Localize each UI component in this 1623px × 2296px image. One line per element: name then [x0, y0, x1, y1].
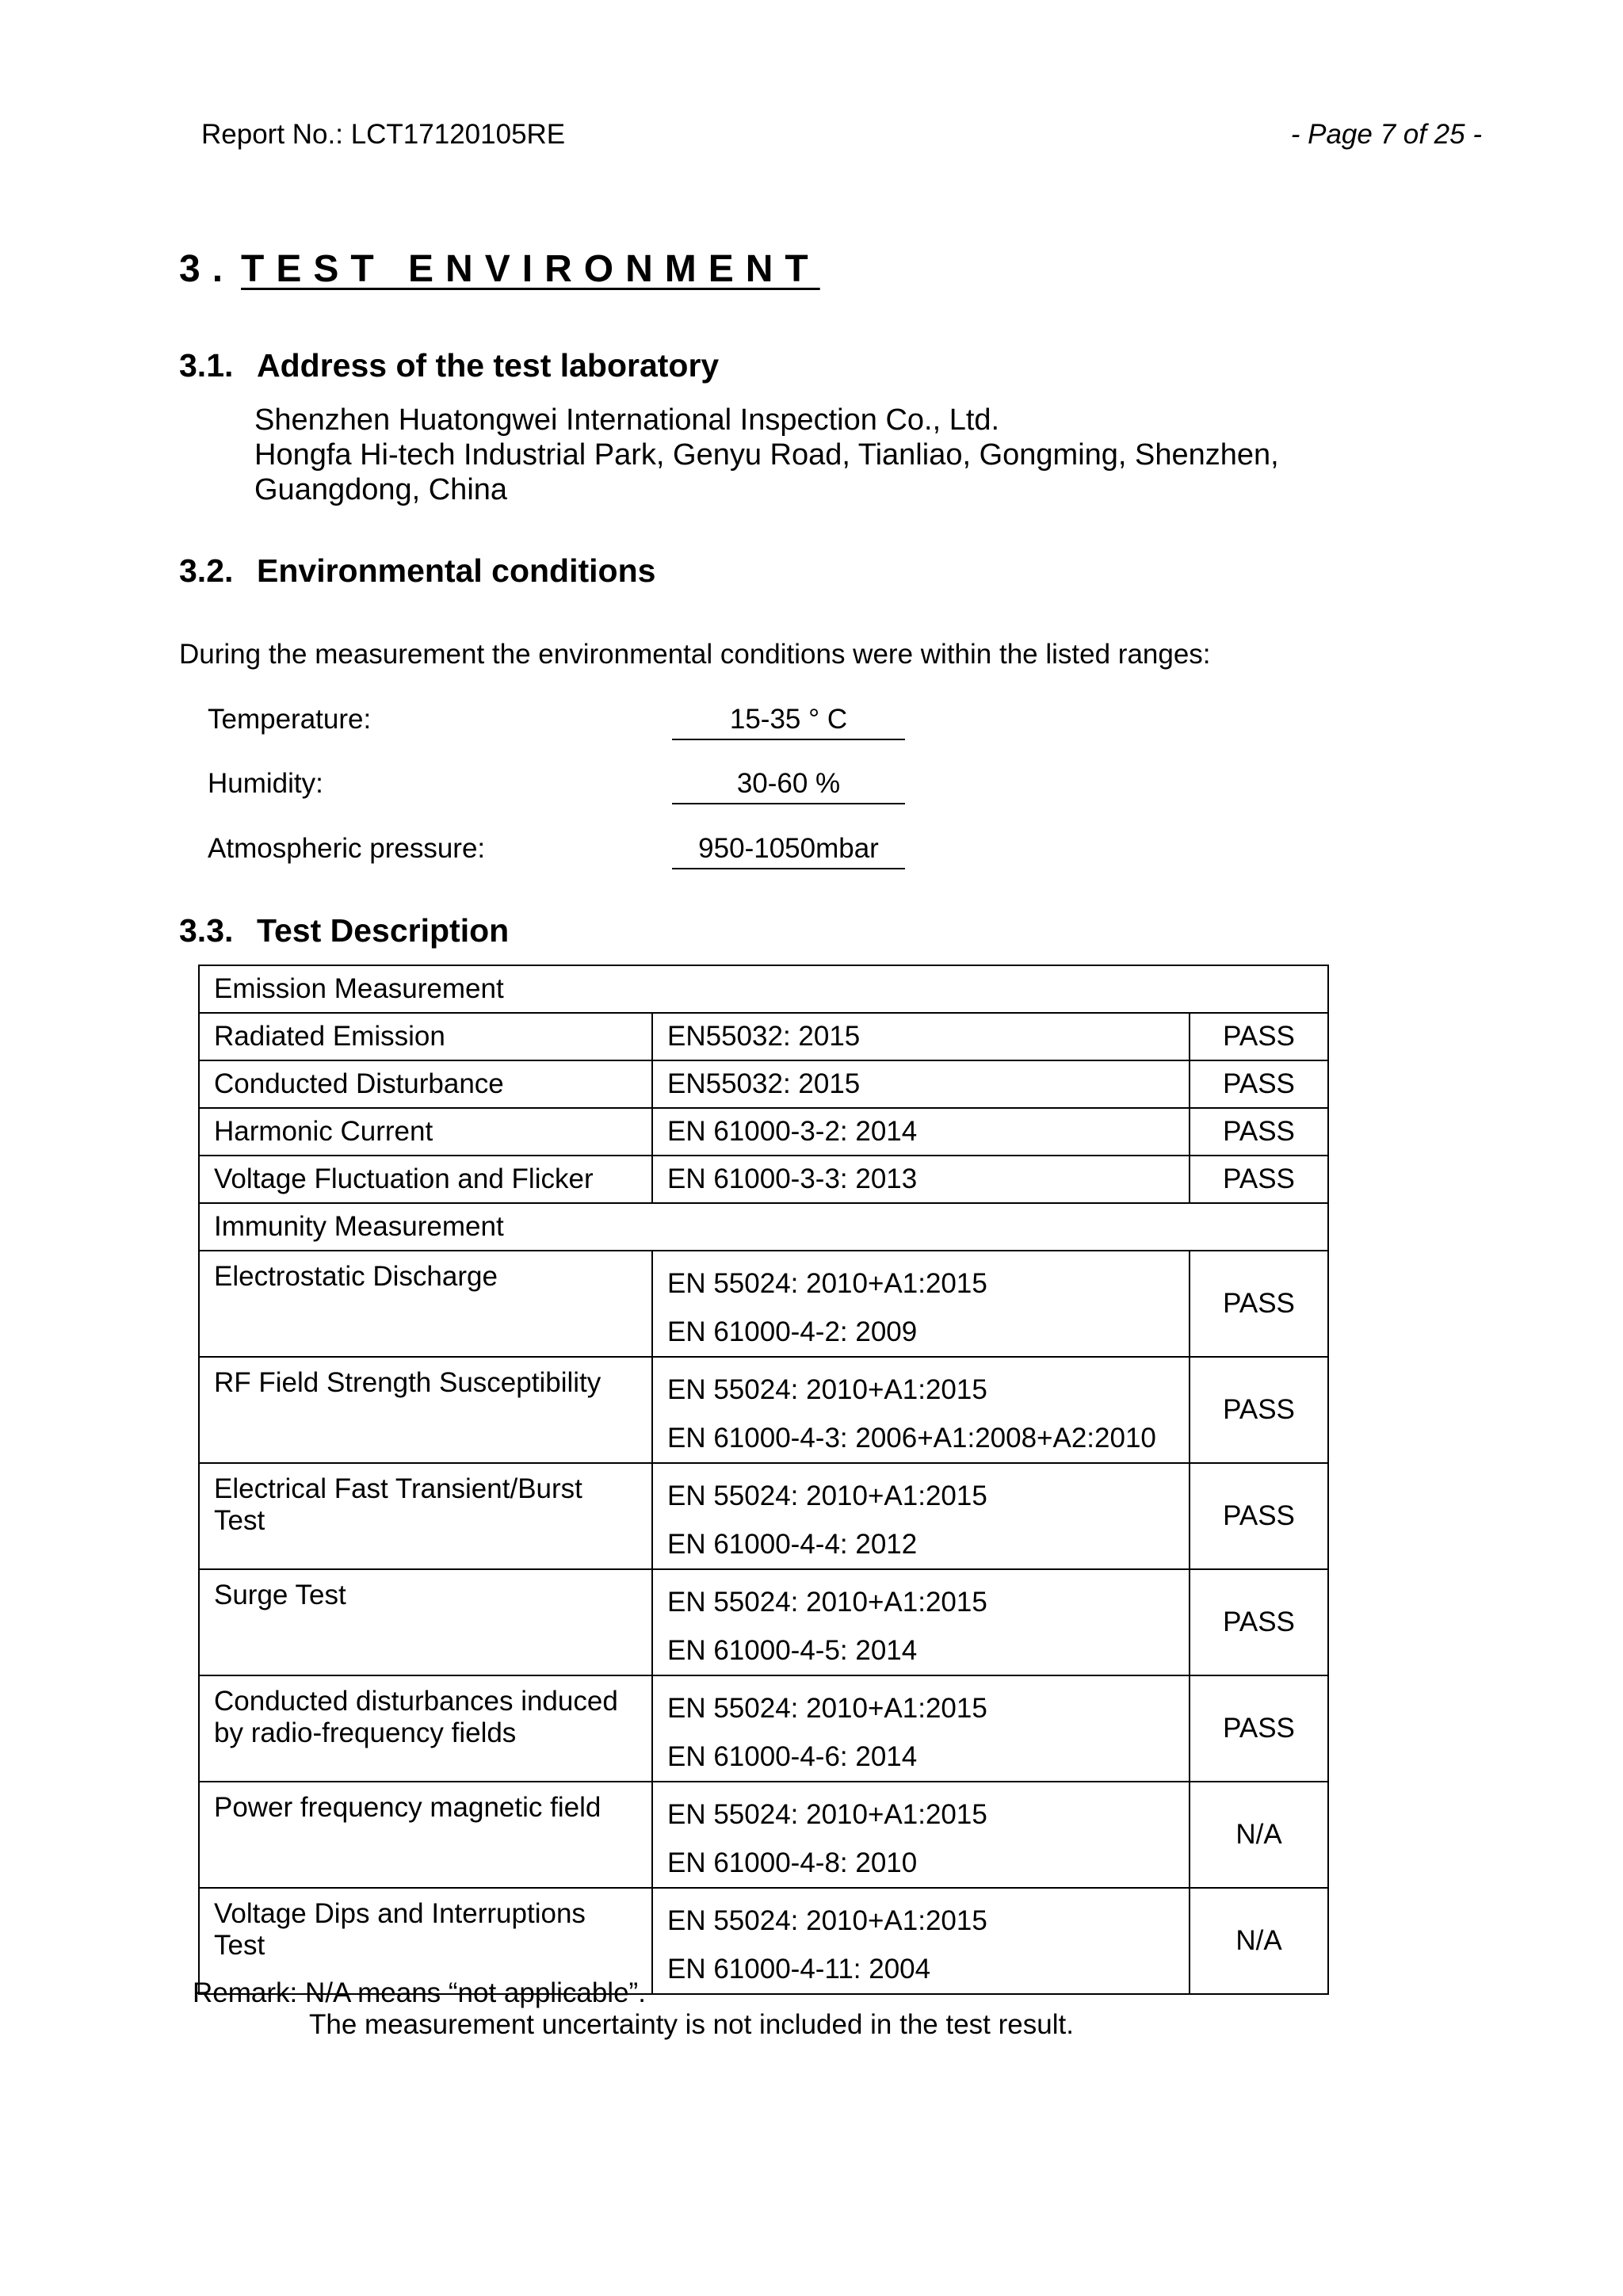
- address-line: Hongfa Hi-tech Industrial Park, Genyu Road, Tianliao, Gongming, Shenzhen,: [254, 438, 1279, 472]
- test-standard: [652, 1463, 1190, 1569]
- test-result: N/A: [1190, 1782, 1328, 1888]
- standard-line: EN 55024: 2010+A1:2015: [667, 1480, 987, 1511]
- section-title: Test Description: [257, 912, 510, 949]
- standard-line: EN 61000-4-4: 2012: [667, 1529, 918, 1560]
- test-result: PASS: [1190, 1156, 1328, 1203]
- test-name-line: Electrical Fast Transient/Burst: [214, 1473, 582, 1504]
- table-row: [199, 1060, 1328, 1108]
- test-standard: [652, 1888, 1190, 1994]
- test-result: PASS: [1190, 1675, 1328, 1782]
- table-row: [199, 1251, 1328, 1357]
- humidity-label: Humidity:: [208, 768, 323, 799]
- immunity-header: Immunity Measurement: [199, 1203, 1328, 1251]
- test-name-line: Electrostatic Discharge: [214, 1261, 498, 1292]
- test-name: Voltage Fluctuation and Flicker: [199, 1156, 652, 1203]
- temperature-value: 15-35 ° C: [672, 704, 905, 740]
- test-name: [199, 1357, 652, 1463]
- test-name: Conducted Disturbance: [199, 1060, 652, 1108]
- test-standard: [652, 1357, 1190, 1463]
- test-standard: [652, 1675, 1190, 1782]
- table-row: [199, 1156, 1328, 1203]
- section-3-3-heading: [179, 912, 509, 949]
- section-title: Environmental conditions: [257, 552, 656, 589]
- remark-line-2: The measurement uncertainty is not included in the test result.: [309, 2009, 1074, 2040]
- test-name-line: Test: [214, 1930, 265, 1961]
- test-description-table: [198, 965, 1329, 1995]
- page-number: - Page 7 of 25 -: [1290, 119, 1482, 150]
- test-name-line: Power frequency magnetic field: [214, 1792, 601, 1823]
- test-name-line: Surge Test: [214, 1580, 346, 1610]
- section-number: 3.3.: [179, 912, 234, 949]
- test-name: [199, 1782, 652, 1888]
- standard-line: EN 55024: 2010+A1:2015: [667, 1693, 987, 1724]
- table-row: [199, 1108, 1328, 1156]
- pressure-value: 950-1050mbar: [672, 833, 905, 869]
- test-name-line: Conducted disturbances induced: [214, 1686, 618, 1717]
- conditions-intro: During the measurement the environmental conditions were within the listed ranges:: [179, 639, 1211, 670]
- test-name: Radiated Emission: [199, 1013, 652, 1060]
- test-result: PASS: [1190, 1013, 1328, 1060]
- test-standard: EN 61000-3-2: 2014: [652, 1108, 1190, 1156]
- standard-line: EN 61000-4-8: 2010: [667, 1847, 918, 1878]
- temperature-label: Temperature:: [208, 704, 372, 735]
- section-title: Address of the test laboratory: [257, 347, 720, 384]
- emission-header: Emission Measurement: [199, 965, 1328, 1013]
- standard-line: EN 55024: 2010+A1:2015: [667, 1905, 987, 1936]
- section-number: 3.2.: [179, 552, 234, 589]
- section-3-2-heading: [179, 552, 655, 590]
- chapter-number: 3.: [179, 248, 235, 290]
- pressure-label: Atmospheric pressure:: [208, 833, 486, 864]
- test-standard: [652, 1569, 1190, 1675]
- standard-line: EN 55024: 2010+A1:2015: [667, 1799, 987, 1830]
- test-name-line: Test: [214, 1505, 265, 1536]
- test-result: PASS: [1190, 1569, 1328, 1675]
- test-name: Harmonic Current: [199, 1108, 652, 1156]
- test-name: [199, 1463, 652, 1569]
- lab-address: [254, 403, 1279, 507]
- test-result: N/A: [1190, 1888, 1328, 1994]
- standard-line: EN 55024: 2010+A1:2015: [667, 1268, 987, 1299]
- table-row: [199, 1463, 1328, 1569]
- section-number: 3.1.: [179, 347, 234, 384]
- table-row: [199, 1203, 1328, 1251]
- remark-line-1: Remark: N/A means “not applicable”.: [193, 1977, 646, 2008]
- test-name: [199, 1251, 652, 1357]
- table-row: [199, 1782, 1328, 1888]
- test-standard: EN55032: 2015: [652, 1013, 1190, 1060]
- standard-line: EN 61000-4-5: 2014: [667, 1635, 918, 1666]
- table-row: [199, 965, 1328, 1013]
- test-name: [199, 1675, 652, 1782]
- standard-line: EN 55024: 2010+A1:2015: [667, 1374, 987, 1405]
- standard-line: EN 61000-4-2: 2009: [667, 1316, 918, 1347]
- test-name: [199, 1569, 652, 1675]
- table-row: [199, 1357, 1328, 1463]
- test-result: PASS: [1190, 1251, 1328, 1357]
- chapter-title-text: TEST ENVIRONMENT: [241, 248, 820, 290]
- humidity-value: 30-60 %: [672, 768, 905, 804]
- section-3-1-heading: [179, 347, 719, 384]
- table-row: [199, 1569, 1328, 1675]
- test-result: PASS: [1190, 1357, 1328, 1463]
- test-result: PASS: [1190, 1463, 1328, 1569]
- standard-line: EN 61000-4-3: 2006+A1:2008+A2:2010: [667, 1423, 1156, 1454]
- chapter-title: [179, 247, 820, 291]
- test-name-line: Voltage Dips and Interruptions: [214, 1898, 586, 1929]
- table-row: [199, 1013, 1328, 1060]
- standard-line: EN 55024: 2010+A1:2015: [667, 1587, 987, 1618]
- test-standard: [652, 1782, 1190, 1888]
- address-line: Shenzhen Huatongwei International Inspection Co., Ltd.: [254, 403, 1000, 437]
- standard-line: EN 61000-4-6: 2014: [667, 1741, 918, 1772]
- test-standard: EN 61000-3-3: 2013: [652, 1156, 1190, 1203]
- address-line: Guangdong, China: [254, 473, 508, 506]
- test-name-line: RF Field Strength Susceptibility: [214, 1367, 601, 1398]
- test-standard: [652, 1251, 1190, 1357]
- standard-line: EN 61000-4-11: 2004: [667, 1954, 931, 1985]
- test-result: PASS: [1190, 1060, 1328, 1108]
- table-row: [199, 1675, 1328, 1782]
- test-standard: EN55032: 2015: [652, 1060, 1190, 1108]
- test-result: PASS: [1190, 1108, 1328, 1156]
- test-name-line: by radio-frequency fields: [214, 1717, 517, 1748]
- report-number: Report No.: LCT17120105RE: [201, 119, 566, 150]
